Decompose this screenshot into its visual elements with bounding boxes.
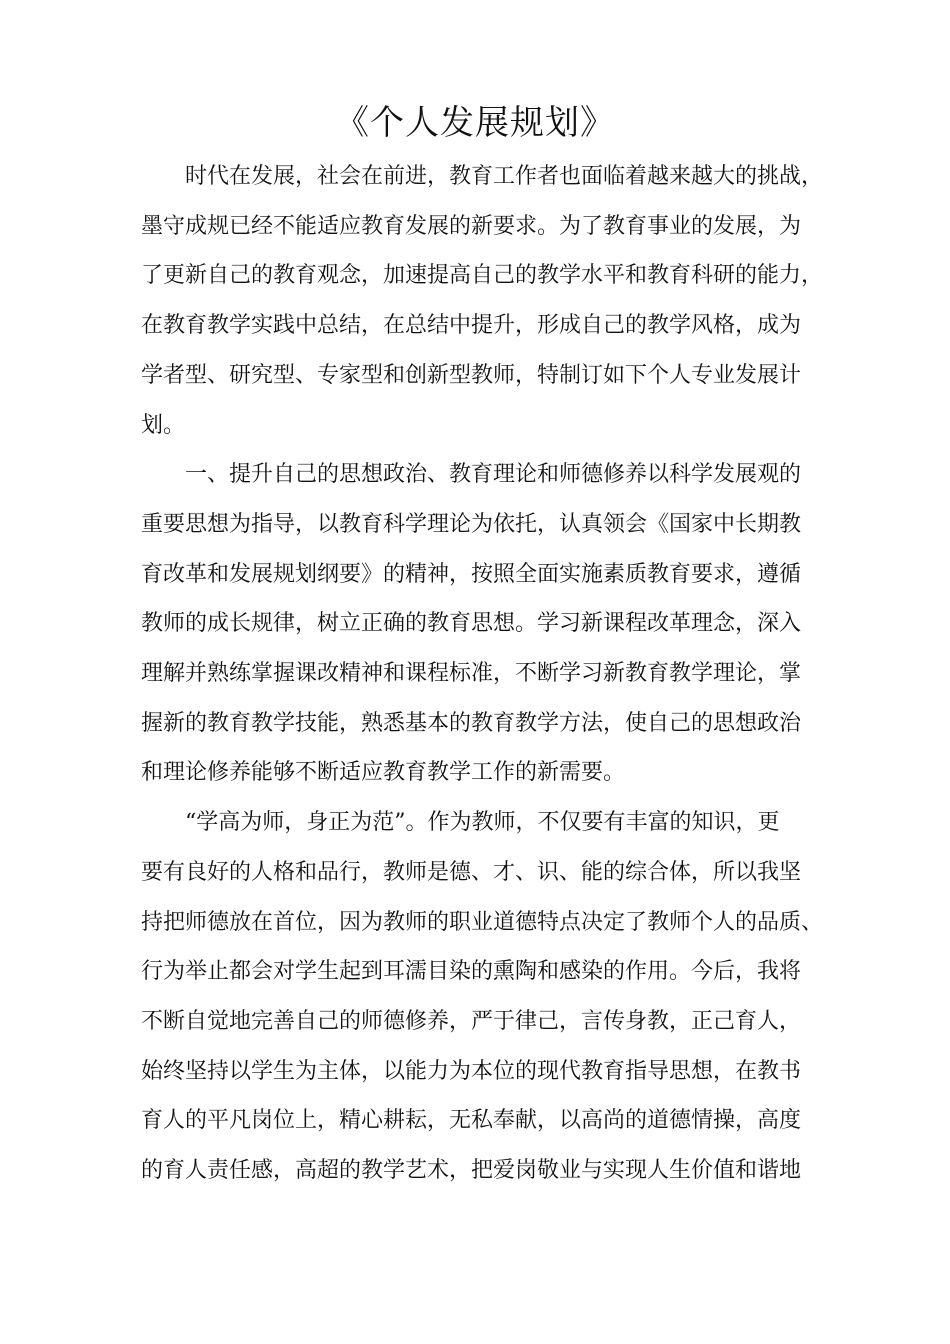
body-text-line: 的育人责任感，高超的教学艺术，把爱岗敬业与实现人生价值和谐地: [141, 1158, 802, 1183]
body-text-line: 墨守成规已经不能适应教育发展的新要求。为了教育事业的发展，为: [141, 214, 802, 239]
body-text-line: 行为举止都会对学生起到耳濡目染的熏陶和感染的作用。今后，我将: [141, 959, 802, 984]
body-text-line: 持把师德放在首位，因为教师的职业道德特点决定了教师个人的品质、: [141, 910, 824, 935]
body-text-line: “学高为师，身正为范”。作为教师，不仅要有丰富的知识，更: [141, 810, 780, 835]
body-text-line: 和理论修养能够不断适应教育教学工作的新需要。: [141, 760, 626, 785]
body-text-line: 重要思想为指导，以教育科学理论为依托，认真领会《国家中长期教: [141, 512, 802, 537]
body-text-line: 理解并熟练掌握课改精神和课程标准，不断学习新教育教学理论，掌: [141, 661, 802, 686]
body-text-line: 了更新自己的教育观念，加速提高自己的教学水平和教育科研的能力，: [141, 263, 824, 288]
body-text-line: 握新的教育教学技能，熟悉基本的教育教学方法，使自己的思想政治: [141, 711, 802, 736]
body-text-line: 一、提升自己的思想政治、教育理论和师德修养以科学发展观的: [141, 462, 802, 487]
body-text-line: 时代在发展，社会在前进，教育工作者也面临着越来越大的挑战，: [141, 164, 824, 189]
body-text-line: 始终坚持以学生为主体，以能力为本位的现代教育指导思想，在教书: [141, 1059, 802, 1084]
document-title: 《个人发展规划》: [335, 103, 615, 143]
body-text-line: 不断自觉地完善自己的师德修养，严于律己，言传身教，正己育人，: [141, 1009, 802, 1034]
body-text-line: 在教育教学实践中总结，在总结中提升，形成自己的教学风格，成为: [141, 313, 802, 338]
body-text-line: 划。: [141, 413, 186, 438]
body-text-line: 育改革和发展规划纲要》的精神，按照全面实施素质教育要求，遵循: [141, 562, 802, 587]
body-text-line: 教师的成长规律，树立正确的教育思想。学习新课程改革理念，深入: [141, 611, 802, 636]
body-text-line: 育人的平凡岗位上，精心耕耘，无私奉献，以高尚的道德情操，高度: [141, 1108, 802, 1133]
body-text-line: 学者型、研究型、专家型和创新型教师，特制订如下个人专业发展计: [141, 363, 802, 388]
body-text-line: 要有良好的人格和品行，教师是德、才、识、能的综合体，所以我坚: [141, 860, 802, 885]
